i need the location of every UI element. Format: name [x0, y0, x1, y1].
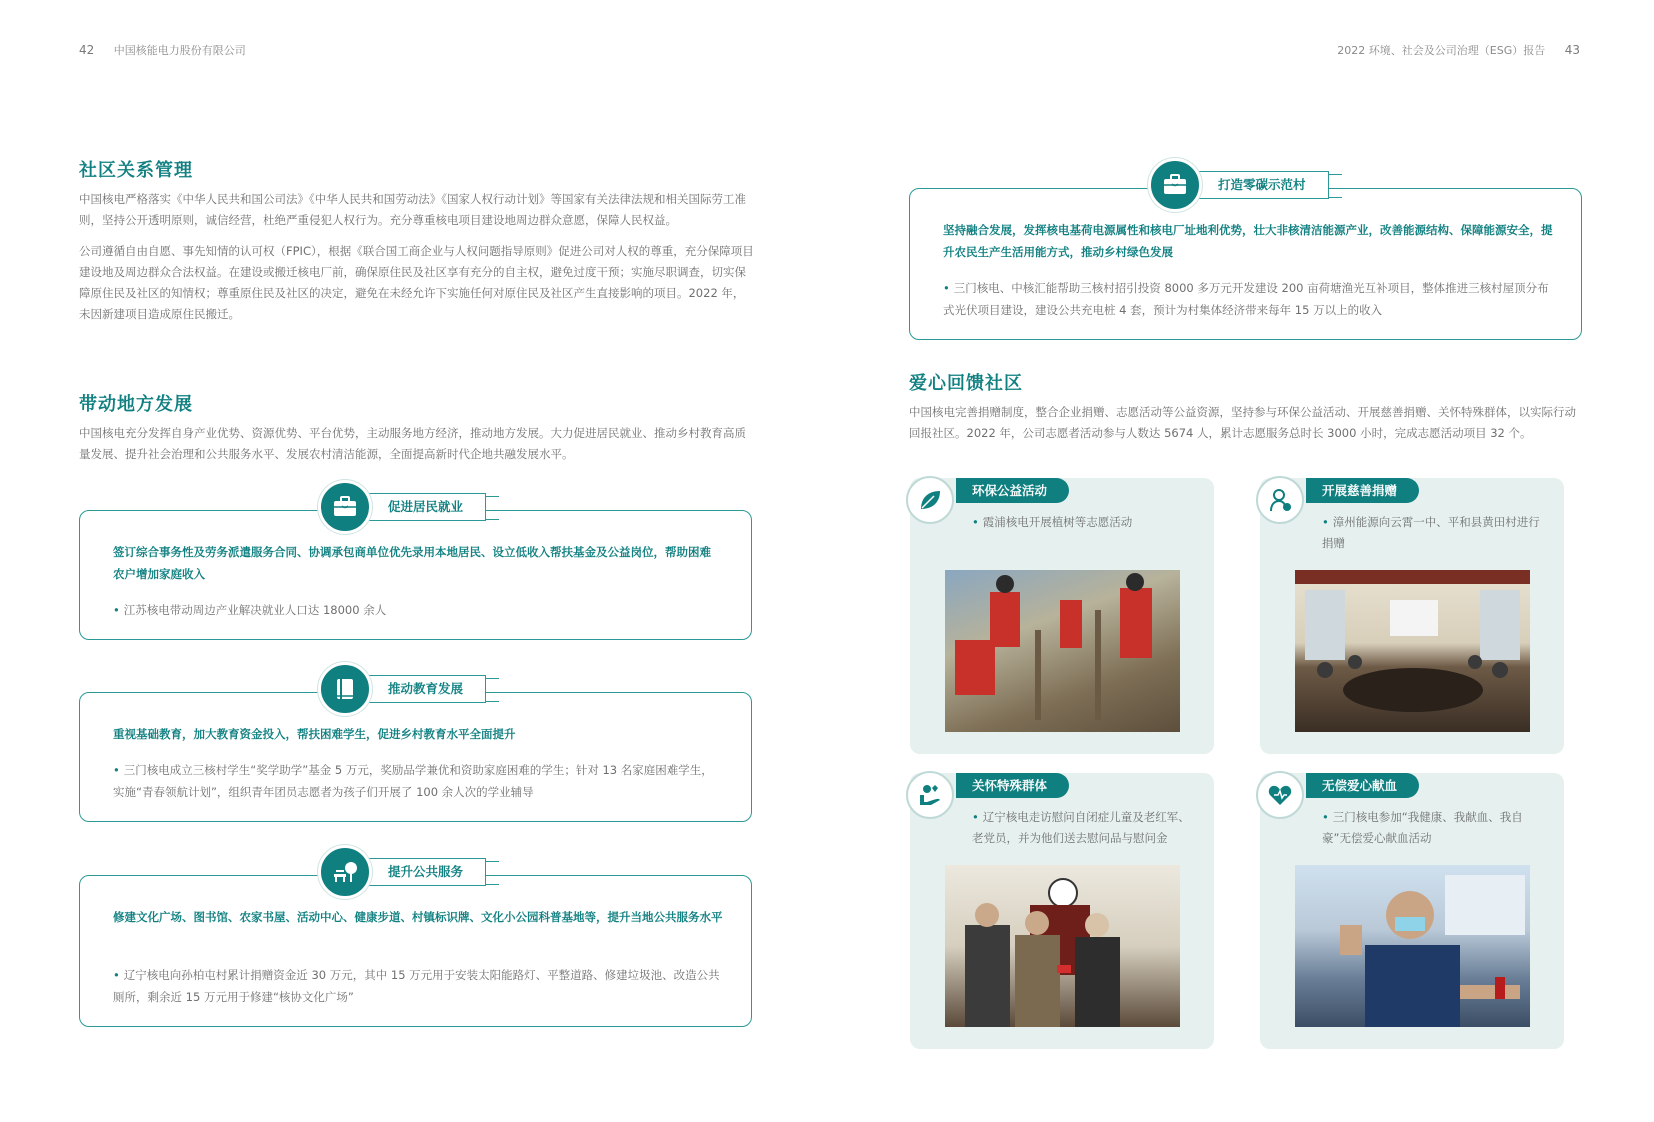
activity-label: 无偿爱心献血 — [1306, 773, 1419, 798]
charity-text — [909, 402, 1584, 444]
badge-education — [318, 662, 486, 716]
park-bench-icon — [318, 845, 372, 899]
badge-zero-carbon — [1148, 158, 1329, 212]
card-lead: 修建文化广场、图书馆、农家书屋、活动中心、健康步道、村镇标识牌、文化小公园科普基地等，提升当地公共服务水平 — [113, 910, 723, 924]
activity-label: 环保公益活动 — [956, 478, 1069, 503]
photo-tree-planting — [945, 570, 1180, 732]
community-paragraph-2: 公司遵循自由自愿、事先知情的认可权（FPIC），根据《联合国工商企业与人权问题指导原则》促进公司对人权的尊重，充分保障项目建设地及周边群众合法权益。在建设或搬迁核电厂前，确保原住民及社区享有充分的自主权，避免过度干预；实施尽职调查，切实保障原住民及社区的知情权；尊重原住民及社区的决定，避免在未经允许下实施任何对原住民及社区产生直接影响的项目。2022 年，未因新建项目造成原住民搬迁。 — [79, 244, 754, 321]
leaf-icon — [906, 476, 954, 524]
activity-text: • 漳州能源向云霄一中、平和县黄田村进行捐赠 — [1322, 515, 1540, 550]
activity-care — [910, 773, 1214, 1049]
local-dev-text — [79, 423, 754, 465]
briefcase-icon — [1148, 158, 1202, 212]
community-text — [79, 189, 754, 325]
page-header-right — [1337, 42, 1580, 58]
book-icon — [318, 662, 372, 716]
section-title-community: 社区关系管理 — [79, 160, 193, 181]
activity-label: 关怀特殊群体 — [956, 773, 1069, 798]
badge-public-service — [318, 845, 486, 899]
page-number-left: 42 — [79, 43, 95, 57]
photo-blood-donation — [1295, 865, 1530, 1027]
badge-label: 打造零碳示范村 — [1192, 171, 1329, 199]
activity-text: • 辽宁核电走访慰问自闭症儿童及老红军、老党员，并为他们送去慰问品与慰问金 — [972, 810, 1190, 845]
card-bullet: • 三门核电成立三核村学生“奖学助学”基金 5 万元，奖励品学兼优和资助家庭困难的学生；针对 13 名家庭困难学生，实施“青春领航计划”，组织青年团员志愿者为孩子们开展了 100 余人次的学业辅导 — [113, 763, 713, 799]
card-bullet: • 三门核电、中核汇能帮助三核村招引投资 8000 多万元开发建设 200 亩荷塘渔光互补项目，整体推进三核村屋顶分布式光伏项目建设，建设公共充电桩 4 套，预计为村集体经济带来每年 15 万以上的收入 — [943, 281, 1549, 317]
care-hand-icon — [906, 771, 954, 819]
section-title-charity: 爱心回馈社区 — [909, 373, 1023, 394]
briefcase-icon — [318, 480, 372, 534]
activity-text: • 霞浦核电开展植树等志愿活动 — [972, 515, 1133, 529]
photo-visit — [945, 865, 1180, 1027]
card-lead: 签订综合事务性及劳务派遣服务合同、协调承包商单位优先录用本地居民、设立低收入帮扶基金及公益岗位，帮助困难农户增加家庭收入 — [113, 545, 711, 581]
card-lead: 重视基础教育，加大教育资金投入，帮扶困难学生，促进乡村教育水平全面提升 — [113, 727, 516, 741]
activity-environment — [910, 478, 1214, 754]
activity-donation — [1260, 478, 1564, 754]
company-name: 中国核能电力股份有限公司 — [113, 44, 246, 57]
heart-icon — [1256, 771, 1304, 819]
activity-blood-donation — [1260, 773, 1564, 1049]
badge-label: 促进居民就业 — [362, 493, 486, 521]
badge-label: 提升公共服务 — [362, 858, 486, 886]
charity-paragraph: 中国核电完善捐赠制度，整合企业捐赠、志愿活动等公益资源，坚持参与环保公益活动、开展慈善捐赠、关怀特殊群体，以实际行动回报社区。2022 年，公司志愿者活动参与人数达 5674 人，累计志愿服务总时长 3000 小时，完成志愿活动项目 32 个。 — [909, 405, 1576, 440]
badge-employment — [318, 480, 486, 534]
activity-label: 开展慈善捐赠 — [1306, 478, 1419, 503]
photo-donation-meeting — [1295, 570, 1530, 732]
activity-text: • 三门核电参加“我健康、我献血、我自豪”无偿爱心献血活动 — [1322, 810, 1523, 845]
card-lead: 坚持融合发展，发挥核电基荷电源属性和核电厂址地利优势，壮大非核清洁能源产业，改善能源结构、保障能源安全，提升农民生产生活用能方式，推动乡村绿色发展 — [943, 223, 1553, 259]
community-paragraph-1: 中国核电严格落实《中华人民共和国公司法》《中华人民共和国劳动法》《国家人权行动计划》等国家有关法律法规和相关国际劳工准则，坚持公开透明原则，诚信经营，杜绝严重侵犯人权行为。充分尊重核电项目建设地周边群众意愿，保障人民权益。 — [79, 192, 746, 227]
donation-icon — [1256, 476, 1304, 524]
card-bullet: • 辽宁核电向孙柏屯村累计捐赠资金近 30 万元，其中 15 万元用于安装太阳能路灯、平整道路、修建垃圾池、改造公共厕所，剩余近 15 万元用于修建“核协文化广场” — [113, 968, 720, 1004]
report-title: 2022 环境、社会及公司治理（ESG）报告 — [1337, 44, 1546, 57]
page-number-right: 43 — [1564, 43, 1580, 57]
local-dev-paragraph: 中国核电充分发挥自身产业优势、资源优势、平台优势，主动服务地方经济，推动地方发展。大力促进居民就业、推动乡村教育高质量发展、提升社会治理和公共服务水平、发展农村清洁能源，全面提高新时代企地共融发展水平。 — [79, 426, 746, 461]
card-bullet: • 江苏核电带动周边产业解决就业人口达 18000 余人 — [113, 603, 387, 617]
section-title-local-dev: 带动地方发展 — [79, 394, 193, 415]
badge-label: 推动教育发展 — [362, 675, 486, 703]
page-header-left — [79, 42, 246, 58]
